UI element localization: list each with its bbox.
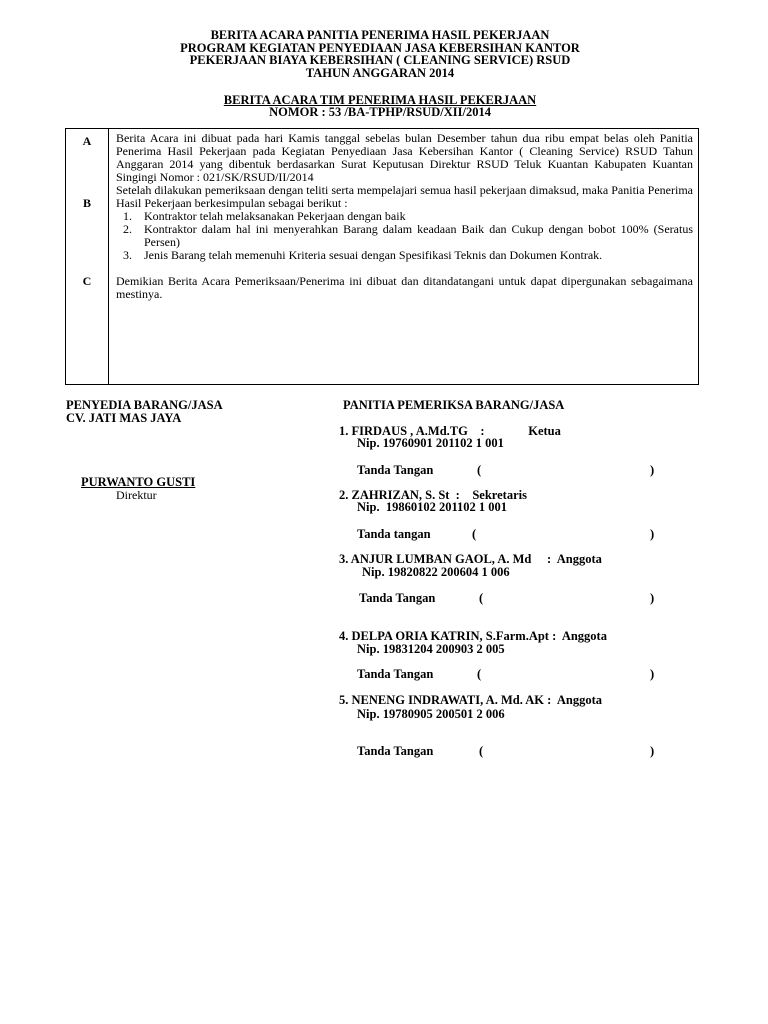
- member-5-nip: Nip. 19780905 200501 2 006: [357, 707, 505, 721]
- member-1-paren-close: ): [650, 463, 655, 477]
- member-2-sign-label: Tanda tangan: [357, 527, 431, 541]
- conclusion-list: [116, 210, 693, 262]
- minutes-table: [65, 128, 699, 385]
- member-1-paren-open: (: [477, 463, 482, 477]
- list-item-number: 1.: [123, 209, 132, 223]
- member-5-name: 5. NENENG INDRAWATI, A. Md. AK : Anggota: [339, 693, 602, 707]
- paragraph-b: Setelah dilakukan pemeriksaan dengan teliti serta mempelajari semua hasil pekerjaan dimaksud, maka Panitia Penerima Hasil Pekerjaan berkesimpulan sebagai berikut :: [116, 183, 693, 210]
- document-number: NOMOR : 53 /BA-TPHP/RSUD/XII/2014: [269, 105, 491, 119]
- member-2-nip: Nip. 19860102 201102 1 001: [357, 500, 508, 514]
- paragraph-c: Demikian Berita Acara Pemeriksaan/Penerima ini dibuat dan ditandatangani untuk dapat dipergunakan sebagaimana mestinya.: [116, 274, 693, 301]
- member-2-paren-open: (: [472, 527, 477, 541]
- member-3-paren-close: ): [650, 591, 655, 605]
- member-3-name: 3. ANJUR LUMBAN GAOL, A. Md : Anggota: [339, 552, 602, 566]
- header-line-1: BERITA ACARA PANITIA PENERIMA HASIL PEKERJAAN: [210, 28, 550, 42]
- member-1-name: 1. FIRDAUS , A.Md.TG : Ketua: [339, 424, 561, 438]
- list-item: [116, 249, 693, 262]
- member-5-paren-open: (: [479, 744, 484, 758]
- member-4-sign-label: Tanda Tangan: [357, 667, 434, 681]
- list-item-number: 2.: [123, 222, 132, 236]
- provider-heading: PENYEDIA BARANG/JASA: [66, 398, 223, 412]
- member-2-name: 2. ZAHRIZAN, S. St : Sekretaris: [339, 488, 527, 502]
- list-item-text: Kontraktor telah melaksanakan Pekerjaan dengan baik: [144, 209, 406, 223]
- committee-heading: PANITIA PEMERIKSA BARANG/JASA: [343, 398, 565, 412]
- header-line-3: PEKERJAAN BIAYA KEBERSIHAN ( CLEANING SERVICE) RSUD: [189, 53, 571, 67]
- list-item-number: 3.: [123, 248, 132, 262]
- section-letter-a: A: [82, 134, 92, 148]
- document-title: BERITA ACARA TIM PENERIMA HASIL PEKERJAAN: [223, 93, 537, 107]
- member-1-sign-label: Tanda Tangan: [357, 463, 434, 477]
- member-4-name: 4. DELPA ORIA KATRIN, S.Farm.Apt : Anggota: [339, 629, 607, 643]
- header-line-4: TAHUN ANGGARAN 2014: [305, 65, 455, 80]
- member-1-nip: Nip. 19760901 201102 1 001: [357, 436, 504, 450]
- section-letter-b: B: [82, 196, 91, 210]
- member-4-nip: Nip. 19831204 200903 2 005: [357, 642, 505, 656]
- member-2-paren-close: ): [650, 527, 655, 541]
- provider-company: CV. JATI MAS JAYA: [66, 411, 182, 425]
- provider-signer-title: Direktur: [116, 488, 157, 502]
- provider-signer-name: PURWANTO GUSTI: [81, 475, 196, 489]
- header-line-2: PROGRAM KEGIATAN PENYEDIAAN JASA KEBERSIHAN KANTOR: [180, 40, 580, 55]
- member-3-sign-label: Tanda Tangan: [359, 591, 436, 605]
- paragraph-a: Berita Acara ini dibuat pada hari Kamis tanggal sebelas bulan Desember tahun dua ribu empat belas oleh Panitia Penerima Hasil Pekerjaan pada Kegiatan Penyediaan Jasa Kebersihan Kantor ( Cleaning Service) RSUD Tahun Anggaran 2014 yang dibentuk berdasarkan Surat Keputusan Direktur RSUD Teluk Kuantan Kabupaten Kuantan Singingi Nomor : 021/SK/RSUD/II/2014: [116, 131, 693, 184]
- list-item: [116, 223, 693, 249]
- list-item-text: Jenis Barang telah memenuhi Kriteria sesuai dengan Spesifikasi Teknis dan Dokumen Kontrak.: [144, 248, 603, 262]
- member-3-paren-open: (: [479, 591, 484, 605]
- section-letter-c: C: [82, 274, 92, 288]
- member-4-paren-open: (: [477, 667, 482, 681]
- list-item-text: Kontraktor dalam hal ini menyerahkan Barang dalam keadaan Baik dan Cukup dengan bobot 100% (Seratus Persen): [144, 222, 693, 249]
- member-5-sign-label: Tanda Tangan: [357, 744, 434, 758]
- member-3-nip: Nip. 19820822 200604 1 006: [362, 565, 510, 579]
- member-4-paren-close: ): [650, 667, 655, 681]
- member-5-paren-close: ): [650, 744, 655, 758]
- table-divider: [108, 129, 109, 384]
